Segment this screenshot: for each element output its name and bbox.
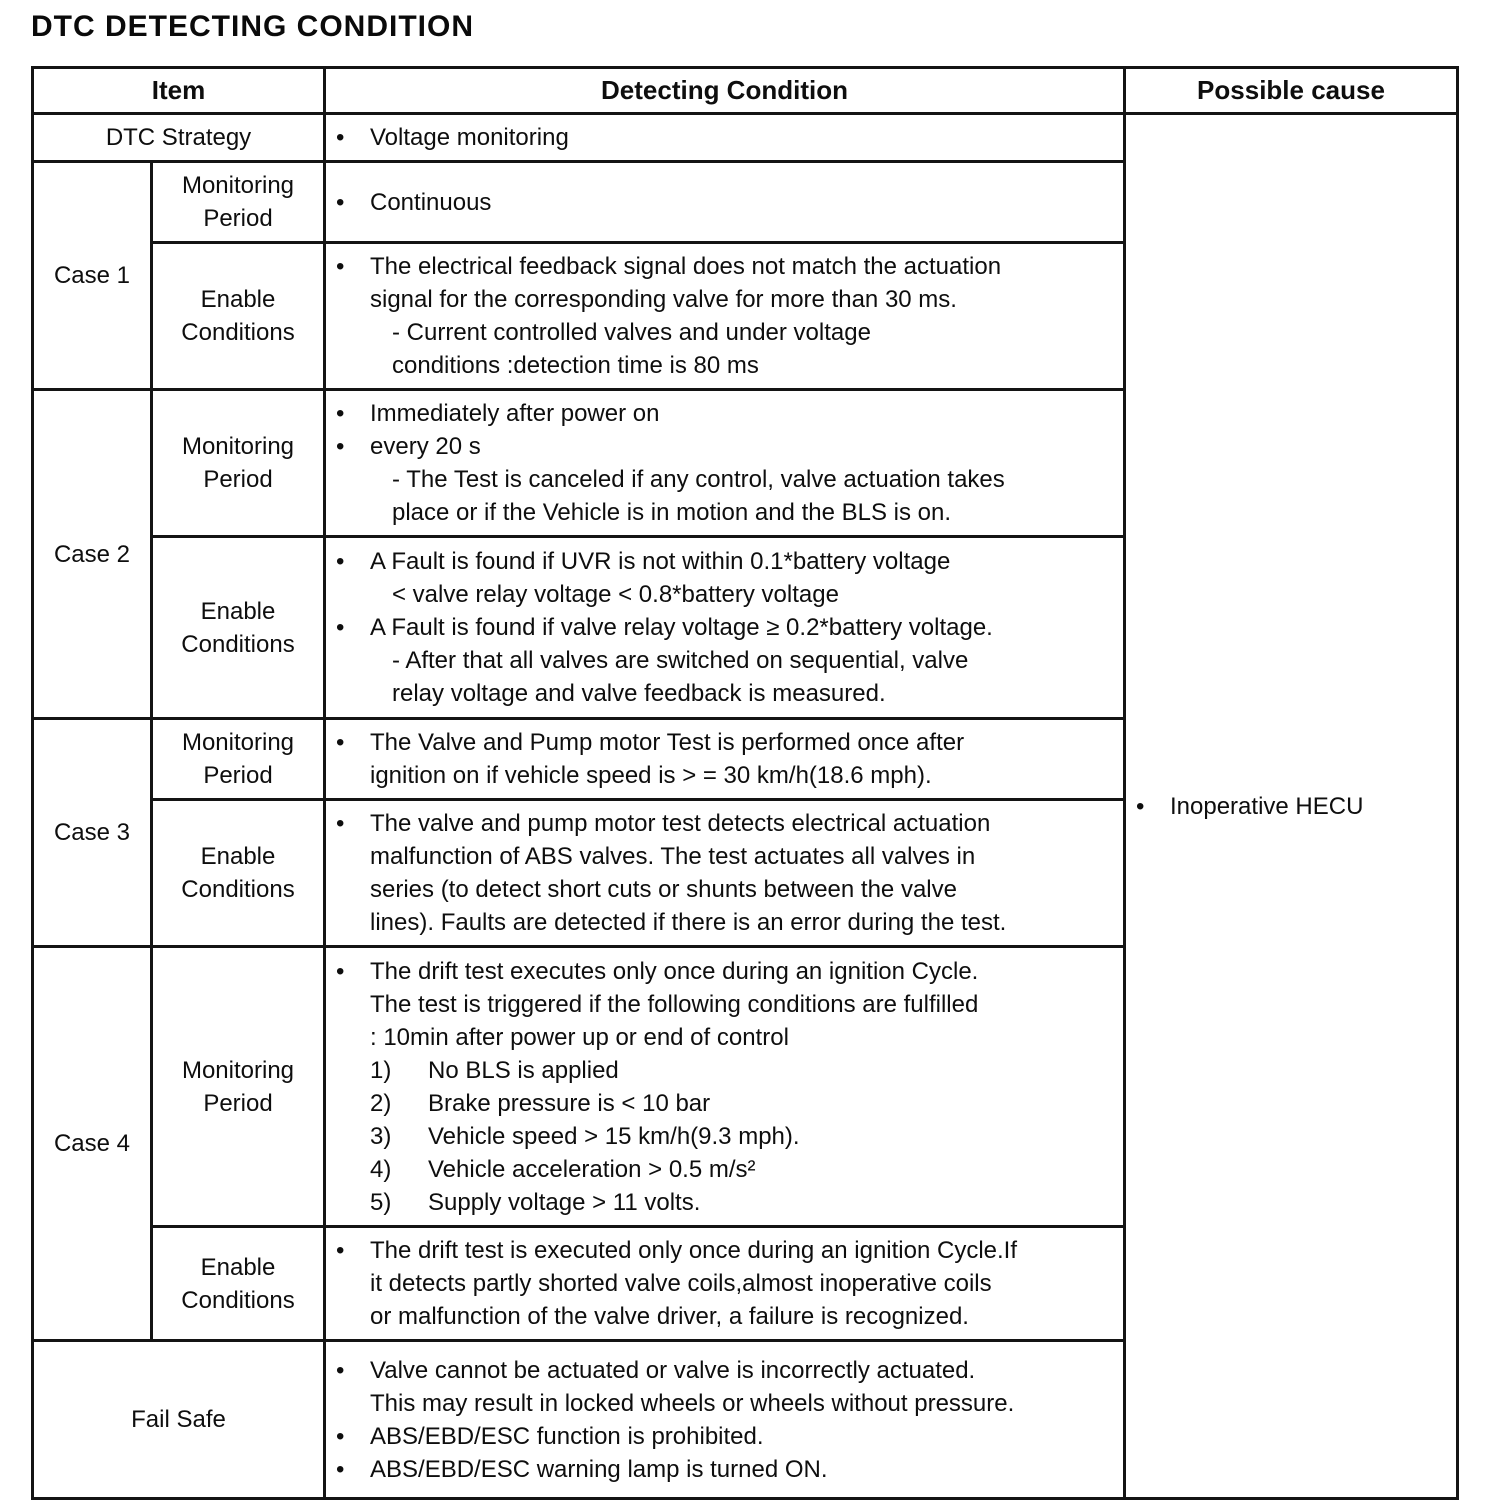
line-text: it detects partly shorted valve coils,almost inoperative coils bbox=[370, 1270, 992, 1297]
case2-enable-conditions-label: Enable Conditions bbox=[152, 537, 325, 719]
line-text: - Current controlled valves and under voltage bbox=[392, 319, 871, 346]
case3-enable-conditions-label: Enable Conditions bbox=[152, 800, 325, 947]
case1-label: Case 1 bbox=[33, 162, 152, 390]
bullet-marker: • bbox=[1136, 792, 1145, 820]
text-line bbox=[336, 1087, 1113, 1120]
text-line bbox=[336, 726, 1113, 759]
line-text: The drift test is executed only once during an ignition Cycle.If bbox=[370, 1237, 1018, 1264]
text-line bbox=[336, 121, 1113, 154]
line-text: The valve and pump motor test detects electrical actuation bbox=[370, 810, 991, 837]
text-line bbox=[336, 578, 1113, 611]
text-line bbox=[336, 545, 1113, 578]
bullet-marker: • bbox=[336, 957, 345, 985]
bullet-marker: • bbox=[336, 614, 345, 641]
column-header-possible-cause: Possible cause bbox=[1125, 68, 1458, 114]
row-dtc-strategy bbox=[33, 114, 1458, 162]
case4-enable-conditions-label: Enable Conditions bbox=[152, 1227, 325, 1341]
text-line bbox=[336, 840, 1113, 873]
text-line bbox=[336, 349, 1113, 382]
case4-label: Case 4 bbox=[33, 947, 152, 1341]
line-text: Valve cannot be actuated or valve is incorrectly actuated. bbox=[370, 1356, 976, 1384]
case1-enable-conditions-label: Enable Conditions bbox=[152, 243, 325, 390]
bullet-marker: • bbox=[336, 433, 345, 460]
case1-enable-conditions-condition bbox=[325, 243, 1125, 390]
bullet-marker: • bbox=[336, 188, 345, 216]
text-line bbox=[336, 955, 1113, 988]
line-text: Voltage monitoring bbox=[370, 124, 569, 151]
line-text: Continuous bbox=[370, 188, 492, 216]
line-text: : 10min after power up or end of control bbox=[370, 1023, 789, 1051]
text-line bbox=[336, 807, 1113, 840]
text-line bbox=[336, 1153, 1113, 1186]
case1-monitoring-period-condition bbox=[325, 162, 1125, 243]
bullet-marker: • bbox=[336, 1237, 345, 1264]
list-number: 3) bbox=[370, 1122, 392, 1150]
text-line bbox=[336, 1021, 1113, 1054]
list-number: 1) bbox=[370, 1056, 392, 1084]
text-line bbox=[336, 759, 1113, 792]
line-text: This may result in locked wheels or wheels without pressure. bbox=[370, 1389, 1015, 1417]
case1-monitoring-period-label: Monitoring Period bbox=[152, 162, 325, 243]
case2-monitoring-period-label: Monitoring Period bbox=[152, 390, 325, 537]
column-header-item: Item bbox=[33, 68, 325, 114]
case3-label: Case 3 bbox=[33, 719, 152, 947]
text-line bbox=[336, 1300, 1113, 1333]
bullet-marker: • bbox=[336, 1422, 345, 1450]
line-text: ignition on if vehicle speed is > = 30 km/h(18.6 mph). bbox=[370, 762, 932, 789]
line-text: conditions :detection time is 80 ms bbox=[392, 352, 759, 379]
text-line bbox=[336, 988, 1113, 1021]
case2-monitoring-period-condition bbox=[325, 390, 1125, 537]
line-text: - The Test is canceled if any control, valve actuation takes bbox=[392, 466, 1005, 493]
text-line bbox=[336, 496, 1113, 529]
line-text: relay voltage and valve feedback is measured. bbox=[392, 680, 886, 707]
dtc-detecting-condition-table bbox=[31, 66, 1459, 1500]
bullet-marker: • bbox=[336, 548, 345, 575]
line-text: No BLS is applied bbox=[428, 1056, 619, 1084]
text-line bbox=[336, 430, 1113, 463]
column-header-detecting-condition: Detecting Condition bbox=[325, 68, 1125, 114]
case3-monitoring-period-condition bbox=[325, 719, 1125, 800]
text-line bbox=[336, 1267, 1113, 1300]
bullet-marker: • bbox=[336, 810, 345, 837]
bullet-marker: • bbox=[336, 253, 345, 280]
line-text: < valve relay voltage < 0.8*battery voltage bbox=[392, 581, 839, 608]
text-line bbox=[336, 186, 1113, 219]
list-number: 4) bbox=[370, 1155, 392, 1183]
page-title: DTC DETECTING CONDITION bbox=[31, 10, 474, 43]
text-line bbox=[336, 1054, 1113, 1087]
line-text: place or if the Vehicle is in motion and the BLS is on. bbox=[392, 499, 951, 526]
line-text: Supply voltage > 11 volts. bbox=[428, 1188, 701, 1216]
bullet-marker: • bbox=[336, 1455, 345, 1483]
text-line bbox=[336, 611, 1113, 644]
line-text: - After that all valves are switched on sequential, valve bbox=[392, 647, 969, 674]
case4-enable-conditions-condition bbox=[325, 1227, 1125, 1341]
text-line bbox=[336, 644, 1113, 677]
bullet-marker: • bbox=[336, 400, 345, 427]
text-line bbox=[336, 677, 1113, 710]
line-text: A Fault is found if valve relay voltage ≥ 0.2*battery voltage. bbox=[370, 614, 993, 641]
case4-monitoring-period-label: Monitoring Period bbox=[152, 947, 325, 1227]
case3-monitoring-period-label: Monitoring Period bbox=[152, 719, 325, 800]
line-text: A Fault is found if UVR is not within 0.1*battery voltage bbox=[370, 548, 951, 575]
text-line bbox=[336, 316, 1113, 349]
line-text: Vehicle acceleration > 0.5 m/s² bbox=[428, 1155, 756, 1183]
case2-label: Case 2 bbox=[33, 390, 152, 719]
text-line bbox=[336, 397, 1113, 430]
line-text: ABS/EBD/ESC warning lamp is turned ON. bbox=[370, 1455, 828, 1483]
possible-cause-cell bbox=[1125, 114, 1458, 1499]
case4-monitoring-period-condition bbox=[325, 947, 1125, 1227]
case2-enable-conditions-condition bbox=[325, 537, 1125, 719]
line-text: Brake pressure is < 10 bar bbox=[428, 1089, 711, 1117]
line-text: Inoperative HECU bbox=[1170, 792, 1364, 820]
list-number: 5) bbox=[370, 1188, 392, 1216]
text-line bbox=[336, 463, 1113, 496]
dtc-strategy-label: DTC Strategy bbox=[33, 114, 325, 162]
text-line bbox=[336, 283, 1113, 316]
text-line bbox=[336, 1420, 1113, 1453]
line-text: The drift test executes only once during an ignition Cycle. bbox=[370, 957, 979, 985]
list-number: 2) bbox=[370, 1089, 392, 1117]
text-line bbox=[336, 1387, 1113, 1420]
text-line bbox=[336, 1453, 1113, 1486]
case3-enable-conditions-condition bbox=[325, 800, 1125, 947]
text-line bbox=[336, 873, 1113, 906]
dtc-strategy-condition bbox=[325, 114, 1125, 162]
text-line bbox=[336, 1186, 1113, 1219]
line-text: ABS/EBD/ESC function is prohibited. bbox=[370, 1422, 764, 1450]
text-line bbox=[336, 250, 1113, 283]
line-text: Immediately after power on bbox=[370, 400, 660, 427]
line-text: malfunction of ABS valves. The test actuates all valves in bbox=[370, 843, 976, 870]
text-line bbox=[1136, 790, 1446, 823]
line-text: The electrical feedback signal does not match the actuation bbox=[370, 253, 1002, 280]
bullet-marker: • bbox=[336, 1356, 345, 1384]
line-text: or malfunction of the valve driver, a failure is recognized. bbox=[370, 1303, 969, 1330]
bullet-marker: • bbox=[336, 124, 345, 151]
text-line bbox=[336, 906, 1113, 939]
line-text: series (to detect short cuts or shunts between the valve bbox=[370, 876, 957, 903]
text-line bbox=[336, 1354, 1113, 1387]
table-header-row bbox=[33, 68, 1458, 114]
line-text: The Valve and Pump motor Test is performed once after bbox=[370, 729, 965, 756]
fail-safe-condition bbox=[325, 1341, 1125, 1499]
text-line bbox=[336, 1234, 1113, 1267]
text-line bbox=[336, 1120, 1113, 1153]
line-text: every 20 s bbox=[370, 433, 481, 460]
fail-safe-label: Fail Safe bbox=[33, 1341, 325, 1499]
line-text: The test is triggered if the following conditions are fulfilled bbox=[370, 990, 979, 1018]
line-text: signal for the corresponding valve for more than 30 ms. bbox=[370, 286, 957, 313]
line-text: lines). Faults are detected if there is an error during the test. bbox=[370, 909, 1007, 936]
bullet-marker: • bbox=[336, 729, 345, 756]
line-text: Vehicle speed > 15 km/h(9.3 mph). bbox=[428, 1122, 800, 1150]
